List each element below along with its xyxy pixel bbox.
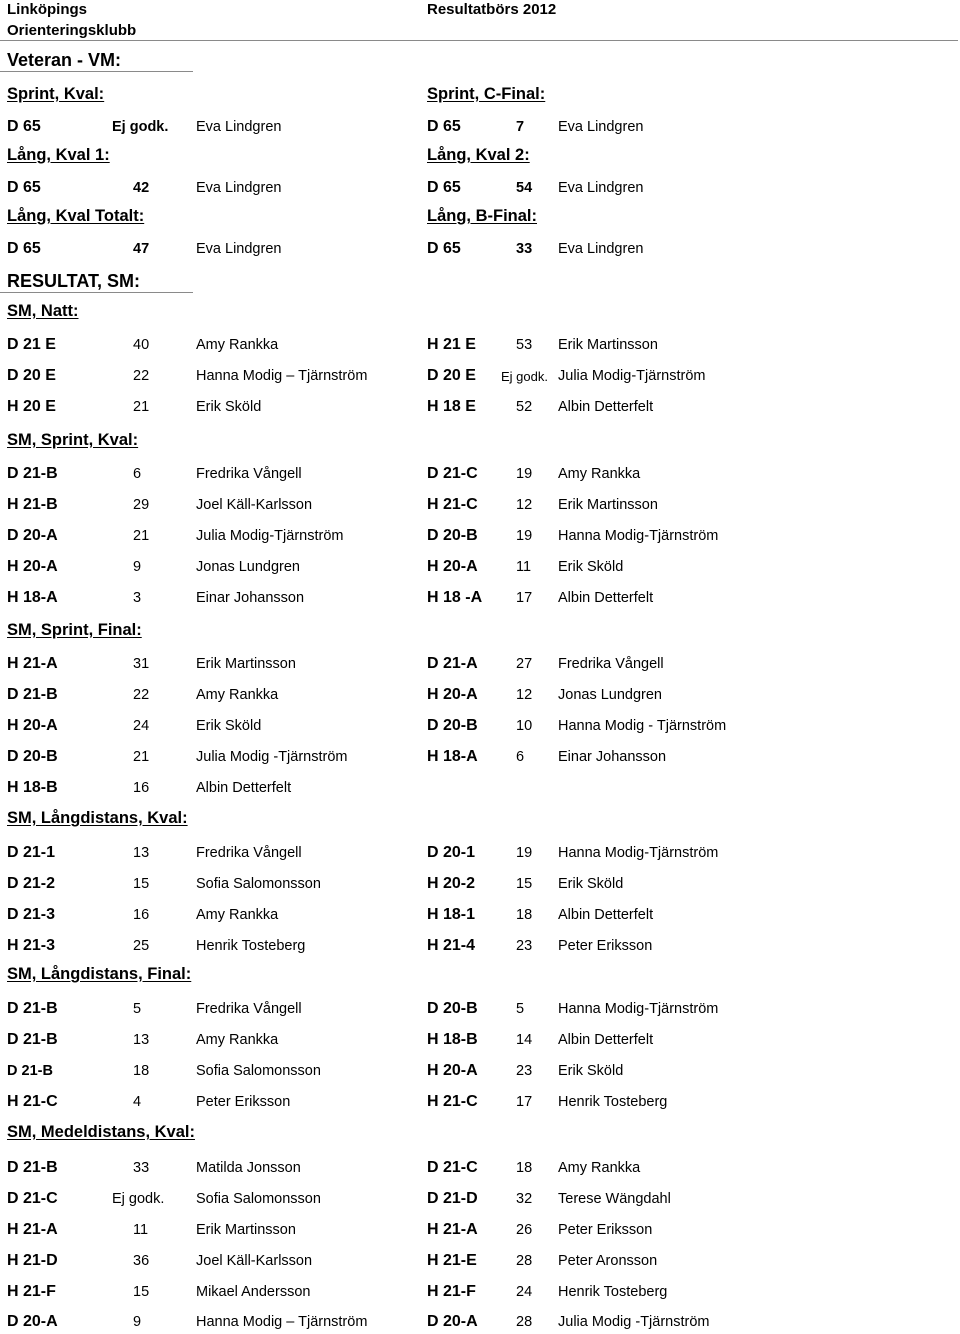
result-place: 17	[516, 590, 533, 606]
result-class: H 21-C	[7, 1093, 58, 1110]
result-place: 40	[133, 337, 150, 353]
result-name: Julia Modig-Tjärnström	[558, 368, 706, 384]
section-heading: Lång, B-Final:	[427, 207, 537, 225]
result-place: Ej godk.	[112, 1191, 165, 1207]
result-place: 16	[133, 907, 150, 923]
result-class: D 21 E	[7, 336, 56, 353]
result-place: 6	[133, 466, 142, 482]
result-place: 12	[516, 497, 533, 513]
result-name: Terese Wängdahl	[558, 1191, 671, 1207]
result-class: D 21-2	[7, 875, 56, 892]
result-name: Erik Sköld	[558, 1063, 624, 1079]
result-name: Peter Eriksson	[196, 1094, 291, 1110]
result-place: 19	[516, 466, 533, 482]
result-class: H 18-A	[7, 589, 58, 606]
result-place: 36	[133, 1253, 150, 1269]
result-class: H 20-A	[7, 717, 58, 734]
result-class: D 21-B	[7, 465, 58, 482]
result-class: D 21-B	[7, 1159, 58, 1176]
section-heading: SM, Medeldistans, Kval:	[7, 1123, 195, 1141]
section-heading: Lång, Kval 1:	[7, 146, 110, 164]
result-place: 24	[516, 1284, 533, 1300]
result-place: 12	[516, 687, 533, 703]
result-class: D 65	[7, 118, 41, 135]
section-heading: Sprint, C-Final:	[427, 85, 546, 103]
result-class: D 20-A	[7, 1313, 58, 1330]
result-place: 22	[133, 368, 150, 384]
result-name: Matilda Jonsson	[196, 1160, 301, 1176]
result-place: 11	[516, 559, 532, 575]
result-class: H 21-C	[427, 1093, 478, 1110]
result-place: 13	[133, 845, 150, 861]
result-class: H 21 E	[427, 336, 476, 353]
result-name: Erik Sköld	[558, 559, 624, 575]
result-place: 42	[133, 180, 150, 196]
result-name: Joel Käll-Karlsson	[196, 497, 313, 513]
result-name: Hanna Modig-Tjärnström	[558, 845, 719, 861]
result-class: H 20-A	[427, 558, 478, 575]
result-class: D 20-B	[7, 748, 58, 765]
section-heading: Sprint, Kval:	[7, 85, 105, 103]
result-place: 32	[516, 1191, 533, 1207]
result-name: Julia Modig -Tjärnström	[558, 1314, 710, 1330]
result-place: 16	[133, 780, 150, 796]
result-name: Peter Aronsson	[558, 1253, 658, 1269]
result-name: Amy Rankka	[196, 337, 279, 353]
result-class: D 20-B	[427, 1000, 478, 1017]
result-place: 52	[516, 399, 533, 415]
result-class: D 65	[7, 179, 41, 196]
result-class: H 21-E	[427, 1252, 477, 1269]
result-name: Eva Lindgren	[558, 241, 644, 257]
result-name: Jonas Lundgren	[558, 687, 662, 703]
result-name: Hanna Modig-Tjärnström	[558, 1001, 719, 1017]
result-place: 9	[133, 1314, 142, 1330]
result-class: H 21-3	[7, 937, 56, 954]
result-name: Erik Martinsson	[196, 1222, 296, 1238]
result-name: Amy Rankka	[196, 907, 279, 923]
result-class: D 21-B	[7, 686, 58, 703]
result-name: Sofia Salomonsson	[196, 1063, 321, 1079]
result-name: Erik Martinsson	[196, 656, 296, 672]
result-place: 21	[133, 399, 150, 415]
result-class: H 21-F	[7, 1283, 56, 1300]
section-heading: Lång, Kval Totalt:	[7, 207, 145, 225]
result-class: H 21-A	[7, 655, 58, 672]
result-place: 31	[133, 656, 150, 672]
result-place: 23	[516, 1063, 533, 1079]
result-class: D 21-C	[427, 1159, 478, 1176]
result-class: D 65	[427, 240, 461, 257]
result-place: 24	[133, 718, 150, 734]
result-place: 4	[133, 1094, 142, 1110]
result-class: H 18-A	[427, 748, 478, 765]
result-name: Hanna Modig – Tjärnström	[196, 368, 368, 384]
result-class: H 18-B	[427, 1031, 478, 1048]
section-heading: SM, Långdistans, Kval:	[7, 809, 188, 827]
result-class: D 21-A	[427, 655, 478, 672]
result-name: Erik Sköld	[196, 718, 262, 734]
result-class: H 21-4	[427, 937, 476, 954]
result-place: 33	[516, 241, 533, 257]
result-name: Amy Rankka	[196, 1032, 279, 1048]
result-place: 27	[516, 656, 533, 672]
section-heading: SM, Långdistans, Final:	[7, 965, 192, 983]
result-name: Erik Martinsson	[558, 497, 658, 513]
result-class: H 21-D	[7, 1252, 58, 1269]
result-class: D 21-B	[7, 1063, 53, 1079]
result-class: D 21-3	[7, 906, 56, 923]
result-place: 7	[516, 119, 525, 135]
result-place: 18	[133, 1063, 150, 1079]
result-class: D 21-B	[7, 1031, 58, 1048]
result-class: D 20-1	[427, 844, 476, 861]
result-place: 28	[516, 1253, 533, 1269]
result-name: Hanna Modig – Tjärnström	[196, 1314, 368, 1330]
result-place: 54	[516, 180, 533, 196]
result-name: Joel Käll-Karlsson	[196, 1253, 313, 1269]
section-heading: SM, Sprint, Final:	[7, 621, 142, 639]
result-name: Hanna Modig - Tjärnström	[558, 718, 727, 734]
result-name: Albin Detterfelt	[558, 1032, 654, 1048]
result-place: 11	[133, 1222, 149, 1238]
result-place: 23	[516, 938, 533, 954]
result-name: Amy Rankka	[558, 1160, 641, 1176]
result-name: Hanna Modig-Tjärnström	[558, 528, 719, 544]
result-class: D 20-B	[427, 527, 478, 544]
result-class: H 18 E	[427, 398, 476, 415]
club-name-line2: Orienteringsklubb	[7, 22, 137, 39]
result-place: 18	[516, 1160, 533, 1176]
result-place: 14	[516, 1032, 533, 1048]
result-name: Erik Sköld	[196, 399, 262, 415]
result-class: D 20-A	[7, 527, 58, 544]
result-place: 21	[133, 749, 150, 765]
result-class: D 65	[427, 179, 461, 196]
result-name: Eva Lindgren	[196, 119, 282, 135]
result-class: D 20 E	[7, 367, 56, 384]
result-name: Jonas Lundgren	[196, 559, 300, 575]
result-name: Sofia Salomonsson	[196, 1191, 321, 1207]
veteran-section-divider	[0, 71, 193, 72]
result-name: Eva Lindgren	[558, 119, 644, 135]
result-place: 5	[516, 1001, 525, 1017]
section-heading: SM, Natt:	[7, 302, 79, 320]
result-place: 6	[516, 749, 525, 765]
result-name: Sofia Salomonsson	[196, 876, 321, 892]
result-name: Eva Lindgren	[558, 180, 644, 196]
result-name: Erik Martinsson	[558, 337, 658, 353]
result-place: 19	[516, 845, 533, 861]
result-place: 15	[133, 876, 150, 892]
result-place: 28	[516, 1314, 533, 1330]
result-place: 53	[516, 337, 533, 353]
result-name: Fredrika Vångell	[558, 656, 664, 672]
result-place: 15	[133, 1284, 150, 1300]
result-class: H 20-A	[427, 686, 478, 703]
result-place: 21	[133, 528, 150, 544]
result-class: H 20-A	[427, 1062, 478, 1079]
result-place: Ej godk.	[112, 119, 169, 135]
section-heading: SM, Sprint, Kval:	[7, 431, 139, 449]
result-name: Albin Detterfelt	[196, 780, 292, 796]
result-name: Henrik Tosteberg	[558, 1284, 668, 1300]
result-name: Julia Modig -Tjärnström	[196, 749, 348, 765]
result-place: 17	[516, 1094, 533, 1110]
result-class: D 21-C	[7, 1190, 58, 1207]
result-place: 25	[133, 938, 150, 954]
result-name: Fredrika Vångell	[196, 845, 302, 861]
result-name: Fredrika Vångell	[196, 1001, 302, 1017]
result-class: D 65	[7, 240, 41, 257]
result-place: 5	[133, 1001, 142, 1017]
result-name: Fredrika Vångell	[196, 466, 302, 482]
result-name: Julia Modig-Tjärnström	[196, 528, 344, 544]
result-class: D 20 E	[427, 367, 476, 384]
result-name: Henrik Tosteberg	[196, 938, 306, 954]
result-place: 13	[133, 1032, 150, 1048]
result-class: H 21-A	[427, 1221, 478, 1238]
result-name: Einar Johansson	[558, 749, 667, 765]
result-place: 10	[516, 718, 533, 734]
section-heading: Lång, Kval 2:	[427, 146, 530, 164]
result-class: D 21-1	[7, 844, 56, 861]
result-class: H 20 E	[7, 398, 56, 415]
result-name: Peter Eriksson	[558, 1222, 653, 1238]
result-class: H 18-1	[427, 906, 476, 923]
header-divider	[0, 40, 958, 41]
result-name: Eva Lindgren	[196, 180, 282, 196]
result-class: H 21-C	[427, 496, 478, 513]
result-name: Einar Johansson	[196, 590, 305, 606]
result-name: Eva Lindgren	[196, 241, 282, 257]
resultat-section-divider	[0, 292, 193, 293]
result-place: 26	[516, 1222, 533, 1238]
result-place: 18	[516, 907, 533, 923]
result-place: 29	[133, 497, 150, 513]
result-place: 3	[133, 590, 142, 606]
result-name: Amy Rankka	[196, 687, 279, 703]
result-class: H 18 -A	[427, 589, 483, 606]
result-name: Peter Eriksson	[558, 938, 653, 954]
club-name-line1: Linköpings	[7, 1, 87, 18]
result-name: Mikael Andersson	[196, 1284, 311, 1300]
result-place: 19	[516, 528, 533, 544]
result-place: 15	[516, 876, 533, 892]
result-class: H 21-B	[7, 496, 58, 513]
result-class: H 20-A	[7, 558, 58, 575]
result-class: H 21-F	[427, 1283, 476, 1300]
result-class: D 21-D	[427, 1190, 478, 1207]
result-class: D 21-B	[7, 1000, 58, 1017]
result-class: D 21-C	[427, 465, 478, 482]
result-name: Albin Detterfelt	[558, 399, 654, 415]
result-name: Amy Rankka	[558, 466, 641, 482]
result-class: D 20-B	[427, 717, 478, 734]
result-class: D 65	[427, 118, 461, 135]
result-name: Albin Detterfelt	[558, 590, 654, 606]
result-place: 47	[133, 241, 150, 257]
result-place: 9	[133, 559, 142, 575]
result-place: 33	[133, 1160, 150, 1176]
result-class: H 18-B	[7, 779, 58, 796]
result-place: Ej godk.	[501, 369, 548, 384]
result-name: Erik Sköld	[558, 876, 624, 892]
result-class: H 21-A	[7, 1221, 58, 1238]
section-heading: RESULTAT, SM:	[7, 271, 140, 291]
document-title: Resultatbörs 2012	[427, 1, 557, 18]
result-name: Albin Detterfelt	[558, 907, 654, 923]
result-class: D 20-A	[427, 1313, 478, 1330]
result-name: Henrik Tosteberg	[558, 1094, 668, 1110]
result-class: H 20-2	[427, 875, 476, 892]
result-place: 22	[133, 687, 150, 703]
section-heading: Veteran - VM:	[7, 50, 122, 70]
